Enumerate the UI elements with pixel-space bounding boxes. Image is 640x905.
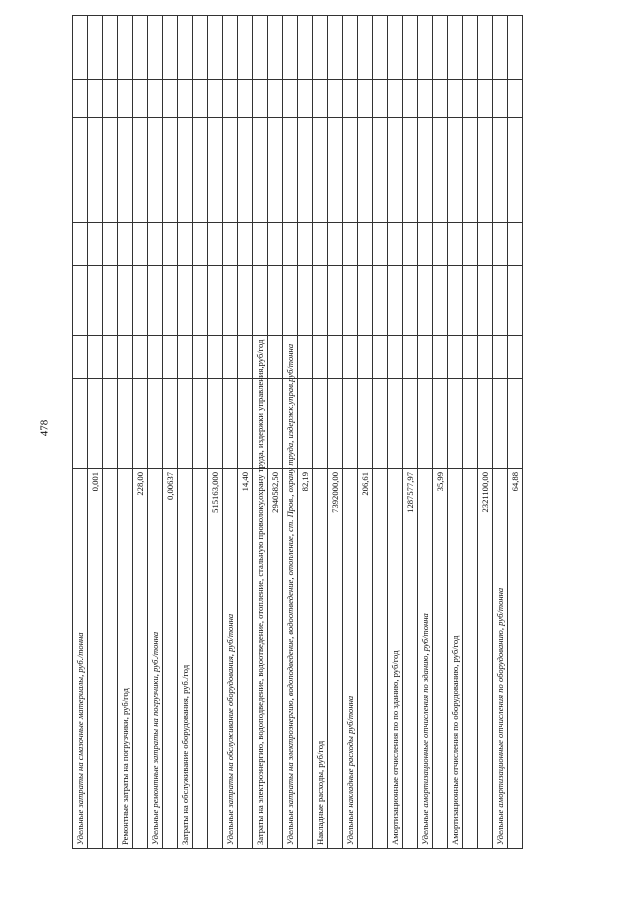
table-row: [223, 16, 238, 849]
empty-cell: [358, 80, 373, 118]
empty-cell: [223, 80, 238, 118]
empty-cell: [508, 118, 523, 223]
empty-cell: [358, 223, 373, 266]
empty-cell: [178, 379, 193, 469]
empty-cell: [403, 80, 418, 118]
label-cell: Удельные затраты на смазочные материалы, руб./тонна: [73, 469, 88, 849]
empty-cell: [238, 223, 253, 266]
empty-cell: [283, 16, 298, 80]
table-row: [358, 16, 373, 849]
empty-cell: [118, 266, 133, 336]
empty-cell: [148, 16, 163, 80]
value-cell: 7392000,00: [328, 469, 343, 849]
table-row: [208, 16, 223, 849]
empty-cell: [163, 80, 178, 118]
table-row: [403, 16, 418, 849]
empty-cell: [148, 266, 163, 336]
empty-cell: [298, 118, 313, 223]
empty-cell: [163, 223, 178, 266]
empty-cell: [88, 379, 103, 469]
empty-cell: [373, 16, 388, 80]
empty-cell: [328, 223, 343, 266]
empty-cell: [223, 336, 238, 379]
empty-cell: [448, 118, 463, 223]
empty-cell: [448, 266, 463, 336]
empty-cell: [163, 379, 178, 469]
table-row: [238, 16, 253, 849]
value-cell: 35,99: [433, 469, 448, 849]
empty-cell: [418, 379, 433, 469]
label-cell: Амортизационные отчисления по по зданию, руб/год: [388, 469, 403, 849]
empty-cell: [343, 80, 358, 118]
table-row: [328, 16, 343, 849]
empty-cell: [283, 80, 298, 118]
empty-cell: [133, 80, 148, 118]
empty-cell: [238, 80, 253, 118]
empty-cell: [493, 223, 508, 266]
empty-cell: [358, 16, 373, 80]
empty-cell: [103, 80, 118, 118]
empty-cell: [298, 16, 313, 80]
empty-cell: [493, 80, 508, 118]
table-row: [178, 16, 193, 849]
rotated-table-container: [72, 16, 550, 849]
empty-cell: [193, 336, 208, 379]
empty-cell: [298, 336, 313, 379]
empty-cell: [448, 336, 463, 379]
empty-cell: [448, 80, 463, 118]
table-row: [493, 16, 508, 849]
empty-cell: [478, 16, 493, 80]
empty-cell: [448, 223, 463, 266]
empty-cell: [373, 223, 388, 266]
empty-cell: [148, 336, 163, 379]
empty-cell: [403, 16, 418, 80]
empty-cell: [118, 118, 133, 223]
empty-cell: [403, 266, 418, 336]
empty-cell: [463, 336, 478, 379]
empty-cell: [388, 266, 403, 336]
empty-cell: [433, 118, 448, 223]
empty-cell: [358, 336, 373, 379]
value-cell: 14,40: [238, 469, 253, 849]
empty-cell: [133, 266, 148, 336]
table-row: [508, 16, 523, 849]
empty-cell: [388, 16, 403, 80]
empty-cell: [328, 266, 343, 336]
empty-cell: [178, 336, 193, 379]
page-number: 478: [38, 419, 51, 437]
empty-cell: [88, 80, 103, 118]
table-row: [193, 16, 208, 849]
empty-cell: [373, 336, 388, 379]
empty-cell: [208, 379, 223, 469]
empty-cell: [73, 223, 88, 266]
empty-cell: [433, 266, 448, 336]
empty-cell: [403, 336, 418, 379]
empty-cell: [178, 16, 193, 80]
empty-cell: [208, 16, 223, 80]
empty-cell: [313, 80, 328, 118]
empty-cell: [508, 80, 523, 118]
table-row: [103, 16, 118, 849]
table-row: [433, 16, 448, 849]
table-row: [268, 16, 283, 849]
empty-cell: [508, 336, 523, 379]
empty-cell: [493, 266, 508, 336]
empty-cell: [478, 118, 493, 223]
label-cell: Затраты на обслуживание оборудования, руб./год: [178, 469, 193, 849]
empty-cell: [328, 336, 343, 379]
empty-cell: [238, 379, 253, 469]
empty-cell: [88, 16, 103, 80]
empty-cell: [433, 16, 448, 80]
empty-cell: [133, 118, 148, 223]
label-cell: Удельные амортизационные отчисления по зданию, руб/тонна: [418, 469, 433, 849]
empty-cell: [478, 223, 493, 266]
table-row: [118, 16, 133, 849]
empty-cell: [313, 223, 328, 266]
empty-cell: [403, 379, 418, 469]
empty-cell: [208, 266, 223, 336]
empty-cell: [388, 379, 403, 469]
empty-cell: [238, 16, 253, 80]
cost-table: [72, 15, 523, 849]
label-cell: Удельные амортизационные отчисления по оборудованию, руб/тонна: [493, 469, 508, 849]
empty-cell: [433, 223, 448, 266]
empty-cell: [403, 118, 418, 223]
empty-cell: [238, 266, 253, 336]
empty-cell: [223, 16, 238, 80]
empty-cell: [268, 16, 283, 80]
empty-cell: [313, 336, 328, 379]
blank-cell: [373, 469, 388, 849]
empty-cell: [163, 336, 178, 379]
empty-cell: [208, 223, 223, 266]
empty-cell: [253, 223, 268, 266]
empty-cell: [298, 80, 313, 118]
table-row: [298, 16, 313, 849]
empty-cell: [478, 336, 493, 379]
empty-cell: [403, 223, 418, 266]
empty-cell: [343, 16, 358, 80]
empty-cell: [478, 379, 493, 469]
value-cell: 82,19: [298, 469, 313, 849]
empty-cell: [148, 80, 163, 118]
empty-cell: [508, 266, 523, 336]
empty-cell: [448, 16, 463, 80]
table-row: [418, 16, 433, 849]
empty-cell: [73, 16, 88, 80]
empty-cell: [493, 379, 508, 469]
empty-cell: [133, 379, 148, 469]
empty-cell: [268, 266, 283, 336]
empty-cell: [283, 266, 298, 336]
label-cell: Удельные накладные расходы руб/тонна: [343, 469, 358, 849]
empty-cell: [283, 118, 298, 223]
empty-cell: [223, 118, 238, 223]
empty-cell: [328, 80, 343, 118]
table-row: [388, 16, 403, 849]
empty-cell: [178, 118, 193, 223]
value-cell: 228,00: [133, 469, 148, 849]
empty-cell: [73, 336, 88, 379]
empty-cell: [343, 266, 358, 336]
empty-cell: [148, 118, 163, 223]
empty-cell: [268, 336, 283, 379]
label-cell: Затраты на электроэнергию, водоподведение, водоотведение, отопление, стальную проволоку,охрану труда, издержки управления,руб/год: [253, 469, 268, 849]
empty-cell: [298, 379, 313, 469]
empty-cell: [313, 266, 328, 336]
empty-cell: [313, 16, 328, 80]
label-cell: Ремонтные затраты на погрузчики, руб/год: [118, 469, 133, 849]
empty-cell: [118, 80, 133, 118]
value-cell: 515163,000: [208, 469, 223, 849]
empty-cell: [508, 16, 523, 80]
value-cell: 1287577,97: [403, 469, 418, 849]
empty-cell: [493, 118, 508, 223]
value-cell: 2940582,50: [268, 469, 283, 849]
empty-cell: [373, 118, 388, 223]
empty-cell: [268, 223, 283, 266]
empty-cell: [163, 266, 178, 336]
empty-cell: [328, 16, 343, 80]
empty-cell: [253, 16, 268, 80]
empty-cell: [463, 223, 478, 266]
empty-cell: [388, 336, 403, 379]
empty-cell: [478, 80, 493, 118]
blank-cell: [103, 469, 118, 849]
empty-cell: [118, 336, 133, 379]
empty-cell: [493, 336, 508, 379]
empty-cell: [508, 223, 523, 266]
empty-cell: [193, 16, 208, 80]
table-row: [478, 16, 493, 849]
empty-cell: [133, 16, 148, 80]
label-cell: Удельные ремонтные затраты на погрузчики, руб./тонна: [148, 469, 163, 849]
empty-cell: [418, 223, 433, 266]
empty-cell: [283, 223, 298, 266]
empty-cell: [463, 80, 478, 118]
empty-cell: [208, 118, 223, 223]
empty-cell: [223, 379, 238, 469]
empty-cell: [493, 16, 508, 80]
empty-cell: [238, 336, 253, 379]
table-row: [448, 16, 463, 849]
empty-cell: [223, 266, 238, 336]
table-row: [88, 16, 103, 849]
empty-cell: [343, 336, 358, 379]
empty-cell: [418, 266, 433, 336]
empty-cell: [133, 336, 148, 379]
table-row: [373, 16, 388, 849]
empty-cell: [343, 379, 358, 469]
blank-cell: [193, 469, 208, 849]
empty-cell: [88, 336, 103, 379]
empty-cell: [388, 118, 403, 223]
empty-cell: [358, 266, 373, 336]
empty-cell: [148, 379, 163, 469]
empty-cell: [103, 118, 118, 223]
value-cell: 2321100,00: [478, 469, 493, 849]
empty-cell: [163, 16, 178, 80]
table-row: [253, 16, 268, 849]
empty-cell: [193, 118, 208, 223]
empty-cell: [463, 266, 478, 336]
empty-cell: [448, 379, 463, 469]
empty-cell: [343, 118, 358, 223]
empty-cell: [313, 118, 328, 223]
empty-cell: [388, 223, 403, 266]
empty-cell: [103, 336, 118, 379]
label-cell: Удельные затраты на электроэнергию, водоподведение, водоотведение, отопление, ст. Пров., охрану труда, издержк.управ.руб/тонна: [283, 469, 298, 849]
empty-cell: [133, 223, 148, 266]
empty-cell: [268, 379, 283, 469]
empty-cell: [118, 223, 133, 266]
empty-cell: [508, 379, 523, 469]
empty-cell: [388, 80, 403, 118]
empty-cell: [178, 223, 193, 266]
value-cell: 206,61: [358, 469, 373, 849]
empty-cell: [463, 16, 478, 80]
table-row: [148, 16, 163, 849]
empty-cell: [358, 379, 373, 469]
table-row: [283, 16, 298, 849]
empty-cell: [163, 118, 178, 223]
empty-cell: [178, 80, 193, 118]
empty-cell: [433, 379, 448, 469]
empty-cell: [253, 118, 268, 223]
empty-cell: [373, 80, 388, 118]
empty-cell: [463, 118, 478, 223]
empty-cell: [328, 379, 343, 469]
blank-cell: [463, 469, 478, 849]
empty-cell: [313, 379, 328, 469]
empty-cell: [223, 223, 238, 266]
empty-cell: [88, 266, 103, 336]
empty-cell: [253, 266, 268, 336]
label-cell: Удельные затраты на обслуживание оборудования, руб/тонна: [223, 469, 238, 849]
empty-cell: [88, 223, 103, 266]
empty-cell: [73, 379, 88, 469]
value-cell: 64,88: [508, 469, 523, 849]
empty-cell: [103, 16, 118, 80]
empty-cell: [343, 223, 358, 266]
table-row: [133, 16, 148, 849]
empty-cell: [373, 266, 388, 336]
empty-cell: [208, 336, 223, 379]
empty-cell: [418, 118, 433, 223]
empty-cell: [208, 80, 223, 118]
value-cell: 0,00637: [163, 469, 178, 849]
table-row: [163, 16, 178, 849]
table-row: [73, 16, 88, 849]
empty-cell: [88, 118, 103, 223]
empty-cell: [268, 118, 283, 223]
empty-cell: [103, 266, 118, 336]
empty-cell: [433, 336, 448, 379]
empty-cell: [193, 80, 208, 118]
empty-cell: [268, 80, 283, 118]
empty-cell: [358, 118, 373, 223]
label-cell: Накладные расходы, руб/год: [313, 469, 328, 849]
empty-cell: [253, 80, 268, 118]
empty-cell: [298, 223, 313, 266]
empty-cell: [328, 118, 343, 223]
empty-cell: [193, 379, 208, 469]
empty-cell: [418, 16, 433, 80]
empty-cell: [193, 223, 208, 266]
empty-cell: [298, 266, 313, 336]
empty-cell: [478, 266, 493, 336]
table-row: [343, 16, 358, 849]
table-row: [463, 16, 478, 849]
value-cell: 0,001: [88, 469, 103, 849]
empty-cell: [103, 379, 118, 469]
empty-cell: [103, 223, 118, 266]
empty-cell: [463, 379, 478, 469]
empty-cell: [418, 80, 433, 118]
empty-cell: [73, 266, 88, 336]
empty-cell: [73, 80, 88, 118]
empty-cell: [373, 379, 388, 469]
empty-cell: [118, 379, 133, 469]
table-row: [313, 16, 328, 849]
empty-cell: [193, 266, 208, 336]
empty-cell: [238, 118, 253, 223]
empty-cell: [178, 266, 193, 336]
empty-cell: [73, 118, 88, 223]
empty-cell: [418, 336, 433, 379]
empty-cell: [118, 16, 133, 80]
empty-cell: [433, 80, 448, 118]
table-body: [73, 16, 523, 849]
empty-cell: [148, 223, 163, 266]
label-cell: Амортизационные отчисления по оборудованию, руб/год: [448, 469, 463, 849]
